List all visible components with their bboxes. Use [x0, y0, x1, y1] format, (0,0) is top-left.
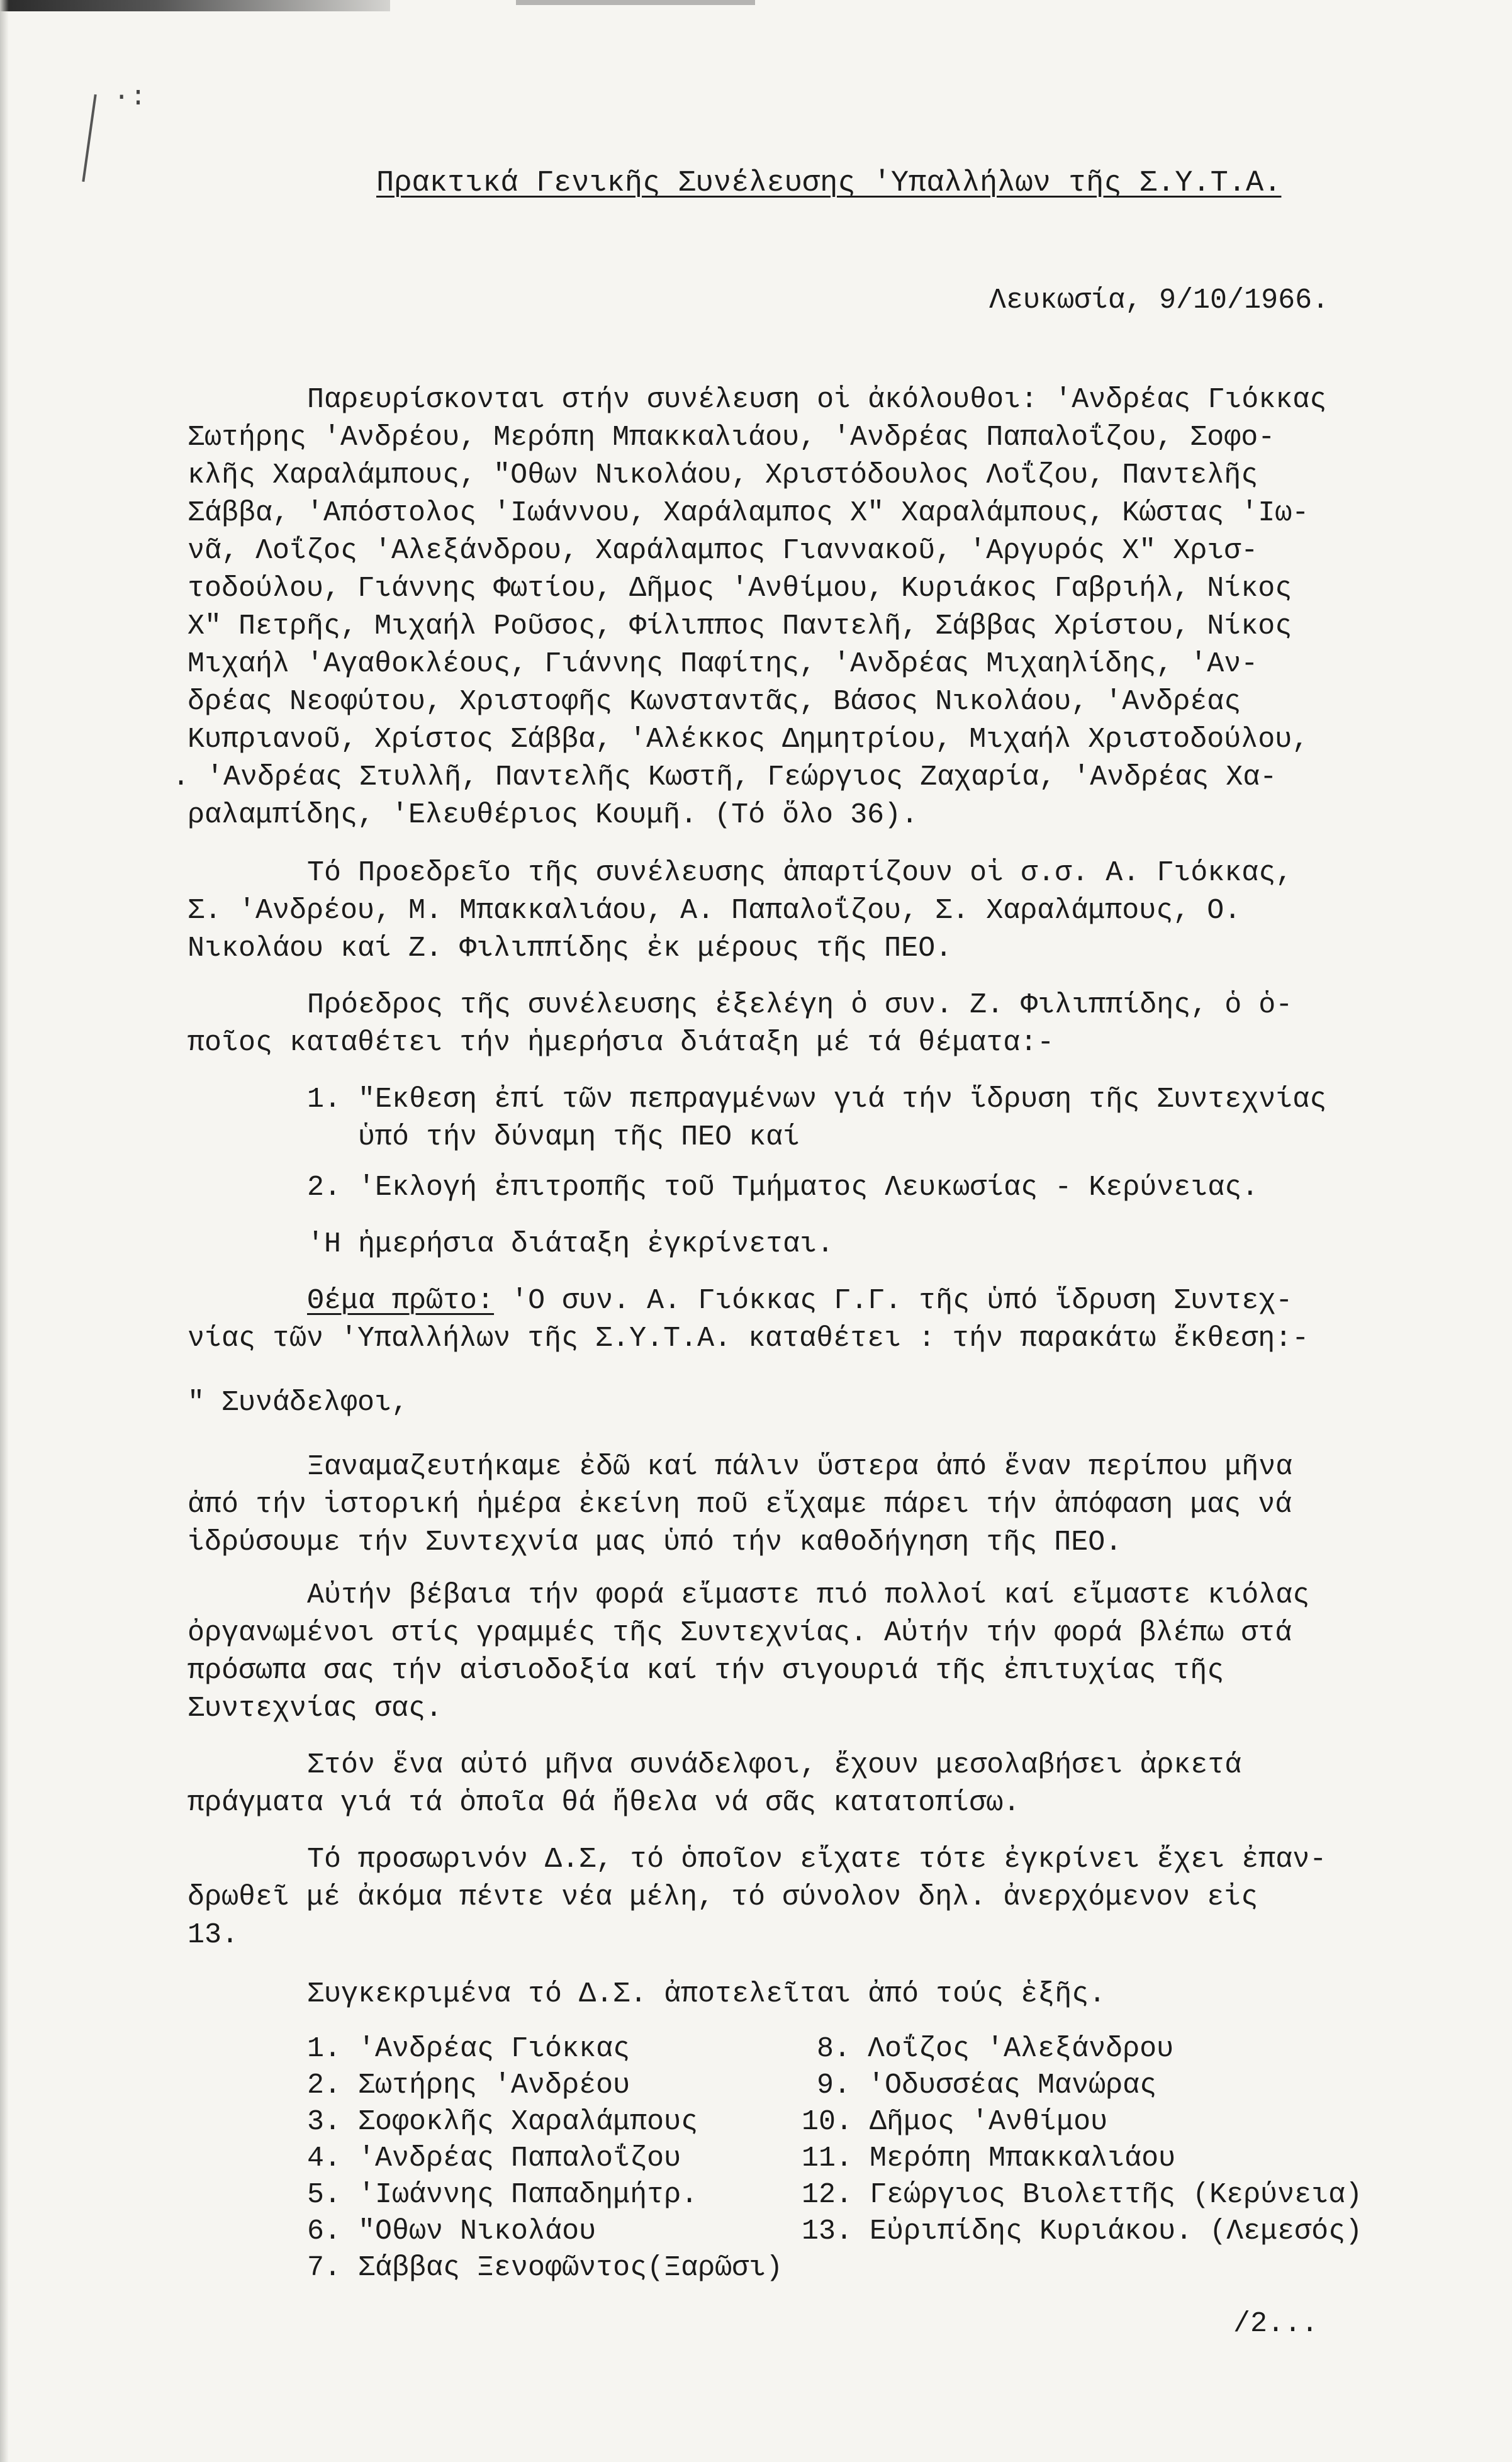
board-member: 12. Γεώργιος Βιολεττῆς (Κερύνεια): [802, 2179, 1363, 2211]
agenda-item: 1. "Εκθεση ἐπί τῶν πεπραγμένων γιά τήν ἵδρυση τῆς Συντεχνίας: [307, 1083, 1327, 1116]
scan-artifact: [0, 0, 390, 11]
margin-mark: [82, 94, 101, 182]
body-line: πρόσωπα σας τήν αἰσιοδοξία καί τήν σιγουριά τῆς ἐπιτυχίας τῆς: [188, 1655, 1224, 1687]
body-line: Συντεχνίας σας.: [188, 1693, 443, 1725]
body-line: Ξαναμαζευτήκαμε ἐδῶ καί πάλιν ὕστερα ἀπό ἕναν περίπου μῆνα: [307, 1451, 1293, 1483]
board-member: 9. 'Οδυσσέας Μανώρας: [817, 2069, 1157, 2101]
presidium-line: Νικολάου καί Ζ. Φιλιππίδης ἐκ μέρους τῆς ΠΕΟ.: [188, 932, 953, 965]
chair-line: ποῖος καταθέτει τήν ἡμερήσια διάταξη μέ τά θέματα:-: [188, 1027, 1055, 1059]
presidium-line: Τό Προεδρεῖο τῆς συνέλευσης ἀπαρτίζουν οἱ σ.σ. Α. Γιόκκας,: [307, 857, 1293, 889]
board-member: 4. 'Ανδρέας Παπαλοΐζου: [307, 2142, 681, 2174]
attendance-line: Κυπριανοῦ, Χρίστος Σάββα, 'Αλέκκος Δημητρίου, Μιχαήλ Χριστοδούλου,: [188, 724, 1309, 756]
attendance-line: Σωτήρης 'Ανδρέου, Μερόπη Μπακκαλιάου, 'Ανδρέας Παπαλοΐζου, Σοφο-: [188, 422, 1275, 454]
body-line: δρωθεῖ μέ ἀκόμα πέντε νέα μέλη, τό σύνολον δηλ. ἀνερχόμενον εἰς: [188, 1881, 1258, 1913]
body-line: ἱδρύσουμε τήν Συντεχνία μας ὑπό τήν καθοδήγηση τῆς ΠΕΟ.: [188, 1526, 1123, 1558]
board-member: 2. Σωτήρης 'Ανδρέου: [307, 2069, 630, 2101]
theme-one-line: νίας τῶν 'Υπαλλήλων τῆς Σ.Υ.Τ.Α. καταθέτει : τήν παρακάτω ἔκθεση:-: [188, 1323, 1309, 1355]
attendance-line: ραλαμπίδης, 'Ελευθέριος Κουμῆ. (Τό ὅλο 36).: [188, 799, 919, 831]
attendance-line: δρέας Νεοφύτου, Χριστοφῆς Κωνσταντᾶς, Βάσος Νικολάου, 'Ανδρέας: [188, 686, 1241, 718]
board-member: 11. Μερόπη Μπακκαλιάου: [802, 2142, 1176, 2174]
chair-line: Πρόεδρος τῆς συνέλευσης ἐξελέγη ὁ συν. Ζ. Φιλιππίδης, ὁ ὁ-: [307, 989, 1293, 1021]
attendance-line: Χ" Πετρῆς, Μιχαήλ Ροῦσος, Φίλιππος Παντελῆ, Σάββας Χρίστου, Νίκος: [188, 610, 1292, 642]
page-continuation: /2...: [1233, 2308, 1319, 2340]
agenda-item: 2. 'Εκλογή ἐπιτροπῆς τοῦ Τμήματος Λευκωσίας - Κερύνειας.: [307, 1172, 1259, 1204]
board-member: 5. 'Ιωάννης Παπαδημήτρ.: [307, 2179, 698, 2211]
agenda-approved: 'Η ἡμερήσια διάταξη ἐγκρίνεται.: [307, 1228, 834, 1260]
scan-artifact: [516, 0, 755, 5]
agenda-item: ὑπό τήν δύναμη τῆς ΠΕΟ καί: [307, 1121, 800, 1153]
attendance-line: νᾶ, Λοΐζος 'Αλεξάνδρου, Χαράλαμπος Γιαννακοῦ, 'Αργυρός Χ" Χρισ-: [188, 535, 1258, 567]
salutation: " Συνάδελφοι,: [188, 1387, 409, 1419]
attendance-line: Σάββα, 'Απόστολος 'Ιωάννου, Χαράλαμπος Χ" Χαραλάμπους, Κώστας 'Ιω-: [188, 497, 1309, 529]
board-member: 6. "Οθων Νικολάου: [307, 2215, 596, 2247]
theme-text: 'Ο συν. Α. Γιόκκας Γ.Γ. τῆς ὑπό ἵδρυση Συντεχ-: [494, 1285, 1293, 1317]
body-line: ὀργανωμένοι στίς γραμμές τῆς Συντεχνίας. Αὐτήν τήν φορά βλέπω στά: [188, 1617, 1292, 1649]
board-intro: Συγκεκριμένα τό Δ.Σ. ἀποτελεῖται ἀπό τούς ἑξῆς.: [307, 1978, 1106, 2010]
board-member: 7. Σάββας Ξενοφῶντος(Ξαρῶσι): [307, 2252, 783, 2284]
attendance-line: Μιχαήλ 'Αγαθοκλέους, Γιάννης Παφίτης, 'Ανδρέας Μιχαηλίδης, 'Αν-: [188, 648, 1258, 680]
board-member: 13. Εὐριπίδης Κυριάκου. (Λεμεσός): [802, 2215, 1363, 2247]
scan-edge: [0, 0, 9, 2462]
document-title: Πρακτικά Γενικῆς Συνέλευσης 'Υπαλλήλων τῆς Σ.Υ.Τ.Α.: [376, 167, 1282, 200]
theme-one-line: [307, 1282, 1292, 1320]
attendance-line: κλῆς Χαραλάμπους, "Οθων Νικολάου, Χριστόδουλος Λοΐζου, Παντελῆς: [188, 459, 1258, 491]
board-member: 8. Λοΐζος 'Αλεξάνδρου: [817, 2033, 1174, 2065]
body-line: Στόν ἕνα αὐτό μῆνα συνάδελφοι, ἔχουν μεσολαβήσει ἀρκετά: [307, 1749, 1242, 1781]
body-line: 13.: [188, 1919, 239, 1951]
margin-dots: ·:: [113, 82, 147, 113]
body-line: Τό προσωρινόν Δ.Σ, τό ὁποῖον εἴχατε τότε ἐγκρίνει ἔχει ἐπαν-: [307, 1844, 1327, 1876]
attendance-line: τοδούλου, Γιάννης Φωτίου, Δῆμος 'Ανθίμου, Κυριάκος Γαβριήλ, Νίκος: [188, 573, 1292, 605]
presidium-line: Σ. 'Ανδρέου, Μ. Μπακκαλιάου, Α. Παπαλοΐζου, Σ. Χαραλάμπους, Ο.: [188, 895, 1241, 927]
theme-label: Θέμα πρῶτο:: [307, 1285, 495, 1317]
body-line: Αὐτήν βέβαια τήν φορά εἴμαστε πιό πολλοί καί εἴμαστε κιόλας: [307, 1579, 1310, 1611]
attendance-line: Παρευρίσκονται στήν συνέλευση οἱ ἀκόλουθοι: 'Ανδρέας Γιόκκας: [307, 384, 1327, 416]
place-date: Λευκωσία, 9/10/1966.: [989, 284, 1330, 316]
body-line: ἀπό τήν ἱστορική ἡμέρα ἐκείνη ποῦ εἴχαμε πάρει τήν ἀπόφαση μας νά: [188, 1489, 1292, 1521]
board-member: 1. 'Ανδρέας Γιόκκας: [307, 2033, 630, 2065]
board-member: 3. Σοφοκλῆς Χαραλάμπους: [307, 2106, 698, 2138]
attendance-line: . 'Ανδρέας Στυλλῆ, Παντελῆς Κωστῆ, Γεώργιος Ζαχαρία, 'Ανδρέας Χα-: [172, 761, 1277, 793]
board-member: 10. Δῆμος 'Ανθίμου: [802, 2106, 1108, 2138]
body-line: πράγματα γιά τά ὁποῖα θά ἤθελα νά σᾶς κατατοπίσω.: [188, 1787, 1021, 1819]
